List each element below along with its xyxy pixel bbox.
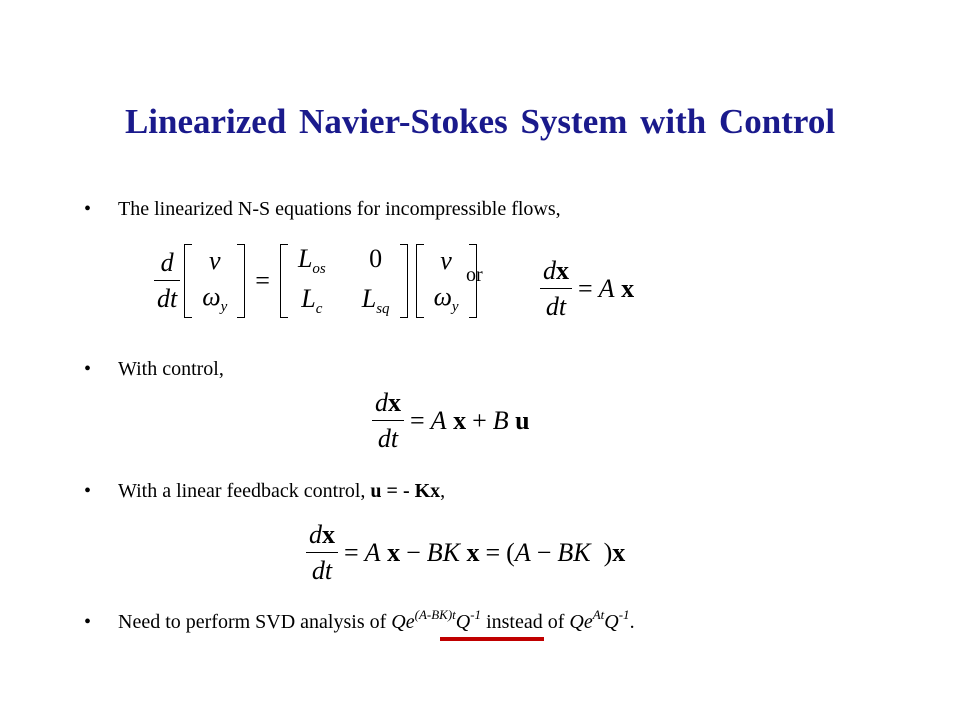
bullet-dot: •: [84, 611, 92, 633]
bullet-with-control: [84, 358, 224, 381]
operator-matrix: $L_{os}$ 0 $L_c$ $L_{sq}$: [280, 244, 408, 318]
bullet-feedback-control: • With a linear feedback control, u = - Kx,: [84, 480, 446, 502]
bullet-text: Need to perform SVD analysis of: [118, 611, 392, 633]
bullet-dot: •: [84, 198, 92, 220]
bullet-svd-analysis: • Need to perform SVD analysis of $Qe^{(A-BK)t}Q^{-1}$ instead of $Qe^{At}Q^{-1}$.: [84, 607, 635, 633]
d-dt-fraction: $\frac{d}{dt}$: [154, 248, 180, 314]
bullet-ns-equations: [84, 198, 561, 221]
bullet-dot: •: [84, 480, 92, 502]
bullet-text: With a linear feedback control,: [118, 480, 371, 502]
bullet-text: The linearized N-S equations for incompressible flows,: [118, 198, 561, 220]
equation-matrix-form: $\frac{d}{dt}$ v $\omega_y$ = $L_{os}$ 0 $L_c$ $L_{sq}$ v $\omega_y$: [154, 244, 481, 318]
red-underline-highlight: [440, 637, 544, 641]
state-vector: v $\omega_y$: [184, 244, 245, 318]
equation-closed-loop: $\frac{dx}{dt}$ = A x − BK x = ( A − BK ) x: [306, 520, 625, 586]
bullet-text: With control,: [118, 358, 224, 380]
state-vector: v $\omega_y$: [416, 244, 477, 318]
open-loop-operator: $Qe^{At}Q^{-1}$: [569, 607, 630, 633]
slide-title: Linearized Navier-Stokes System with Control: [124, 102, 836, 141]
bullet-dot: •: [84, 358, 92, 380]
closed-loop-operator: $Qe^{(A-BK)t}Q^{-1}$: [391, 607, 482, 633]
equation-with-control: $\frac{dx}{dt}$ = A x + B u: [372, 388, 530, 454]
or-label: or: [466, 264, 483, 286]
feedback-law: u = - Kx: [370, 480, 441, 502]
equation-compact-form: $\frac{dx}{dt}$ = A x: [540, 256, 634, 322]
